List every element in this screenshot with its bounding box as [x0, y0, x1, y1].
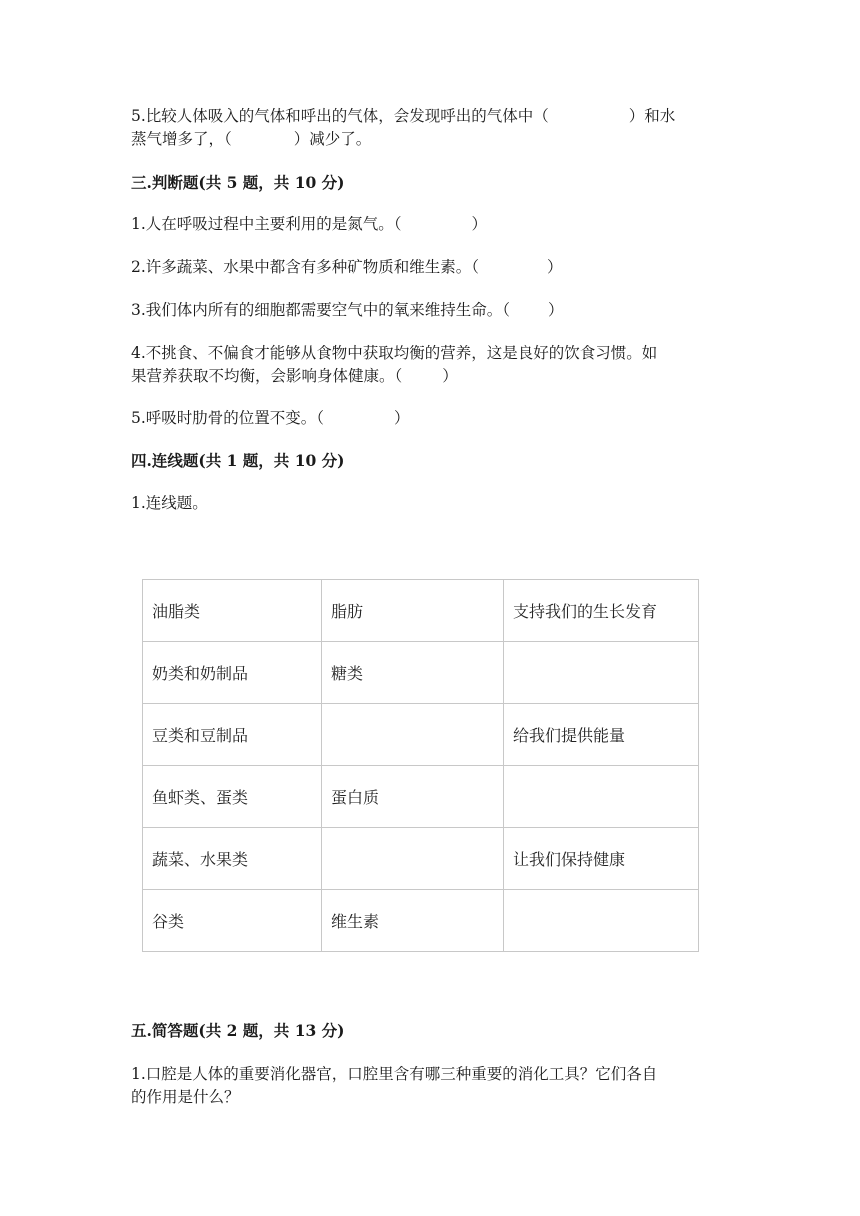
q5-text-part3: 蒸气增多了，（: [131, 130, 232, 148]
short-answer-q1-line1: 1.口腔是人体的重要消化器官，口腔里含有哪三种重要的消化工具？它们各自: [131, 1065, 658, 1083]
close-paren: ）: [548, 301, 564, 319]
table-row: [143, 766, 699, 828]
nutrient-cell: [322, 828, 504, 890]
function-cell[interactable]: 给我们提供能量: [504, 704, 699, 766]
matching-table: [142, 579, 699, 952]
function-cell[interactable]: 支持我们的生长发育: [504, 580, 699, 642]
judgement-q3: [131, 300, 564, 320]
table-row: [143, 642, 699, 704]
function-cell: [504, 766, 699, 828]
food-cell[interactable]: 蔬菜、水果类: [143, 828, 322, 890]
food-cell[interactable]: 油脂类: [143, 580, 322, 642]
table-row: [143, 580, 699, 642]
nutrient-cell[interactable]: 维生素: [322, 890, 504, 952]
close-paren: ）: [471, 215, 488, 233]
function-cell: [504, 890, 699, 952]
judgement-q4-line2: [131, 366, 458, 386]
fill-blank-q5-line2: [131, 129, 371, 149]
question-text: 1.人在呼吸过程中主要利用的是氮气。（: [131, 215, 402, 233]
question-text: 2.许多蔬菜、水果中都含有多种矿物质和维生素。（: [131, 258, 480, 276]
nutrient-cell[interactable]: 脂肪: [322, 580, 504, 642]
judgement-q1: [131, 214, 487, 234]
nutrient-cell[interactable]: 蛋白质: [322, 766, 504, 828]
fill-blank-q5-line1: [131, 106, 675, 126]
section-heading-judgement: 三.判断题(共 5 题，共 10 分): [131, 173, 345, 192]
close-paren: ）: [547, 258, 563, 276]
short-answer-q1-line2: 的作用是什么？: [131, 1088, 240, 1106]
question-text: 3.我们体内所有的细胞都需要空气中的氧来维持生命。（: [131, 301, 511, 319]
food-cell[interactable]: 奶类和奶制品: [143, 642, 322, 704]
judgement-q2: [131, 257, 563, 277]
section-heading-matching: 四.连线题(共 1 题，共 10 分): [131, 451, 345, 470]
function-cell[interactable]: 让我们保持健康: [504, 828, 699, 890]
judgement-q4-line1: 4.不挑食、不偏食才能够从食物中获取均衡的营养，这是良好的饮食习惯。如: [131, 344, 658, 362]
q5-text-part1: 5.比较人体吸入的气体和呼出的气体，会发现呼出的气体中（: [131, 107, 549, 125]
judgement-q5: [131, 408, 410, 428]
question-text: 果营养获取不均衡，会影响身体健康。（: [131, 367, 403, 385]
section-heading-short-answer: 五.简答题(共 2 题，共 13 分): [131, 1021, 345, 1040]
food-cell[interactable]: 鱼虾类、蛋类: [143, 766, 322, 828]
nutrient-cell: [322, 704, 504, 766]
food-cell[interactable]: 豆类和豆制品: [143, 704, 322, 766]
table-row: [143, 828, 699, 890]
q5-text-part4: ）减少了。: [293, 130, 372, 148]
question-text: 5.呼吸时肋骨的位置不变。（: [131, 409, 325, 427]
nutrient-cell[interactable]: 糖类: [322, 642, 504, 704]
close-paren: ）: [394, 409, 410, 427]
q5-text-part2: ）和水: [628, 107, 676, 125]
table-row: [143, 890, 699, 952]
matching-q1: 1.连线题。: [131, 494, 208, 512]
close-paren: ）: [442, 367, 458, 385]
table-row: [143, 704, 699, 766]
food-cell[interactable]: 谷类: [143, 890, 322, 952]
function-cell: [504, 642, 699, 704]
